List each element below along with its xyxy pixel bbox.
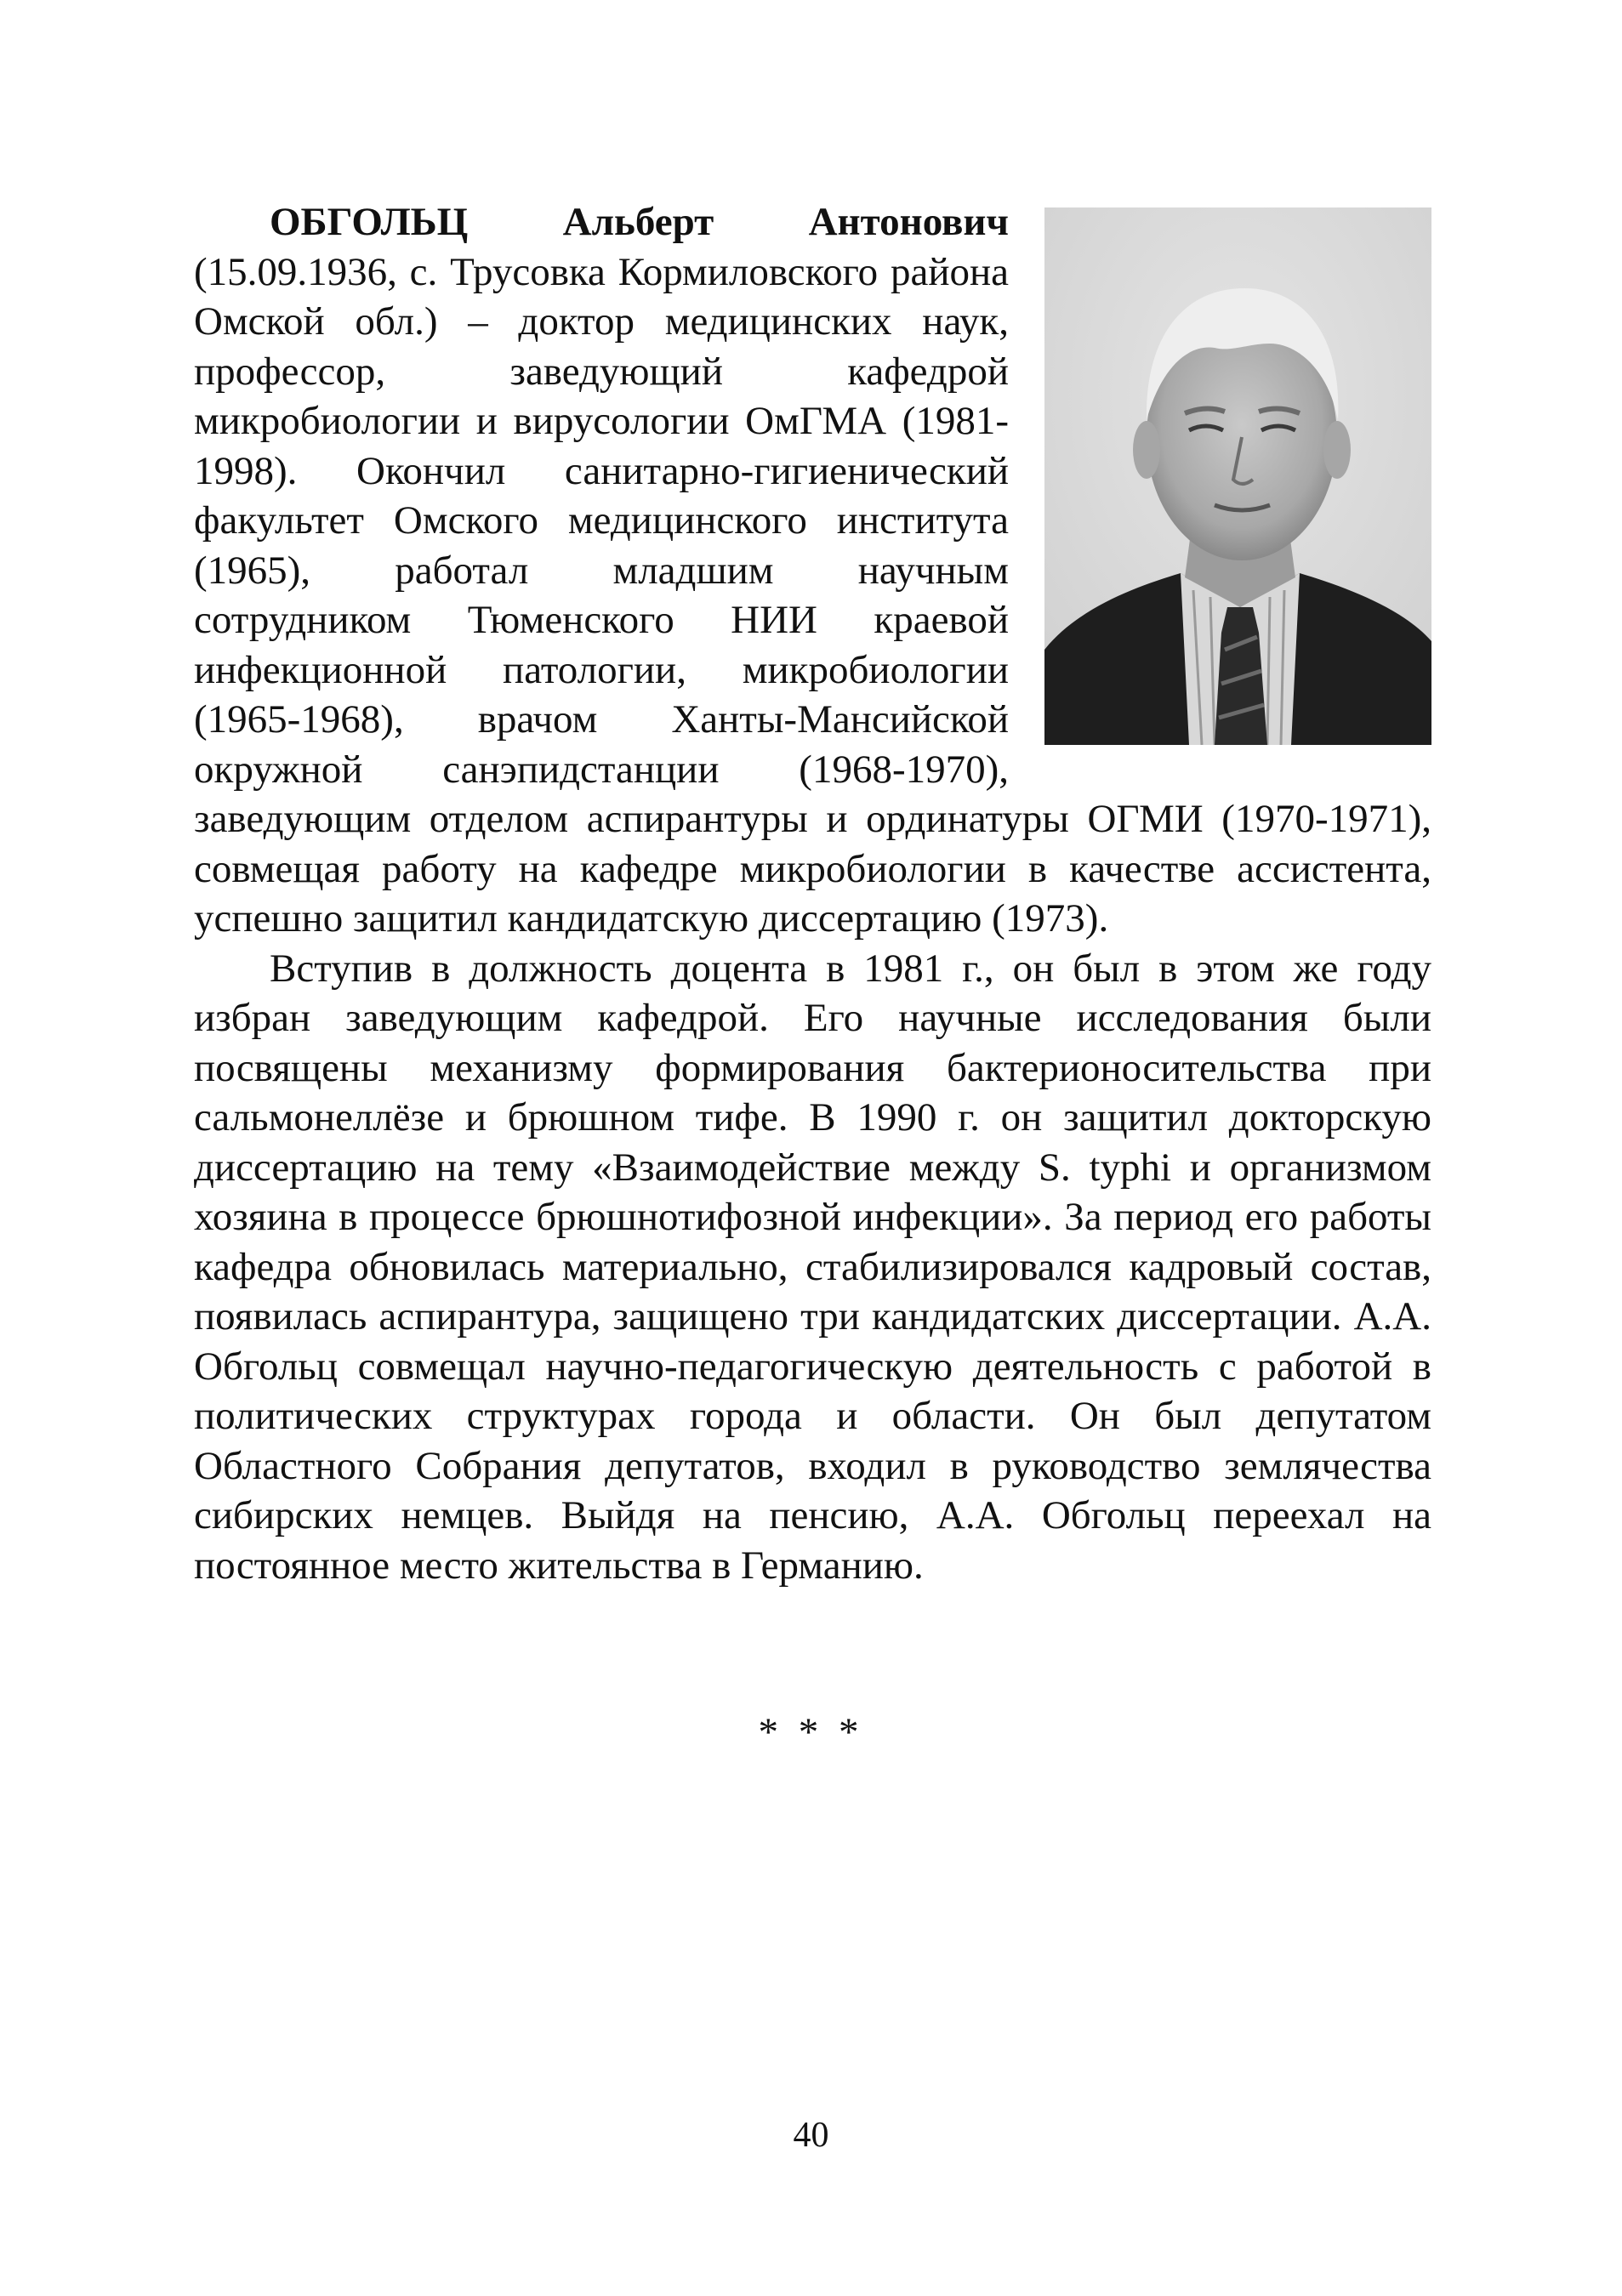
- article-body: [194, 197, 1431, 1590]
- portrait-photo: [1044, 207, 1431, 745]
- page-number: 40: [793, 2116, 829, 2155]
- section-separator: * * *: [758, 1710, 864, 1754]
- paragraph-1-text: (15.09.1936, с. Трусовка Кормиловского района Омской обл.) – доктор медицинских наук, профессор, заведующий кафедрой микробиологии и вирусологии ОмГМА (1981-1998). Окончил санитарно-гигиенический факультет Омского медицинского института (1965), работал младшим научным сотрудником Тюменского НИИ краевой инфекционной патологии, микробиологии (1965-1968), врачом Ханты-Мансийской окружной санэпидстанции (1968-1970), заведующим отделом аспирантуры и ординатуры ОГМИ (1970-1971), совмещая работу на кафедре микробиологии в качестве ассистента, успешно защитил кандидатскую диссертацию (1973).: [194, 249, 1431, 941]
- paragraph-2: Вступив в должность доцента в 1981 г., он был в этом же году избран заведующим кафедрой. Его научные исследования были посвящены механизму формирования бактерионосительства при сальмонеллёзе и брюшном тифе. В 1990 г. он защитил докторскую диссертацию на тему «Взаимодействие между S. typhi и организмом хозяина в процессе брюшнотифозной инфекции». За период его работы кафедра обновилась материально, стабилизировался кадровый состав, появилась аспирантура, защищено три кандидатских диссертации. А.А. Обгольц совмещал научно-педагогическую деятельность с работой в политических структурах города и области. Он был депутатом Областного Собрания депутатов, входил в руководство землячества сибирских немцев. Выйдя на пенсию, А.А. Обгольц переехал на постоянное место жительства в Германию.: [194, 946, 1431, 1588]
- person-name: ОБГОЛЬЦ Альберт Антонович: [270, 200, 1009, 244]
